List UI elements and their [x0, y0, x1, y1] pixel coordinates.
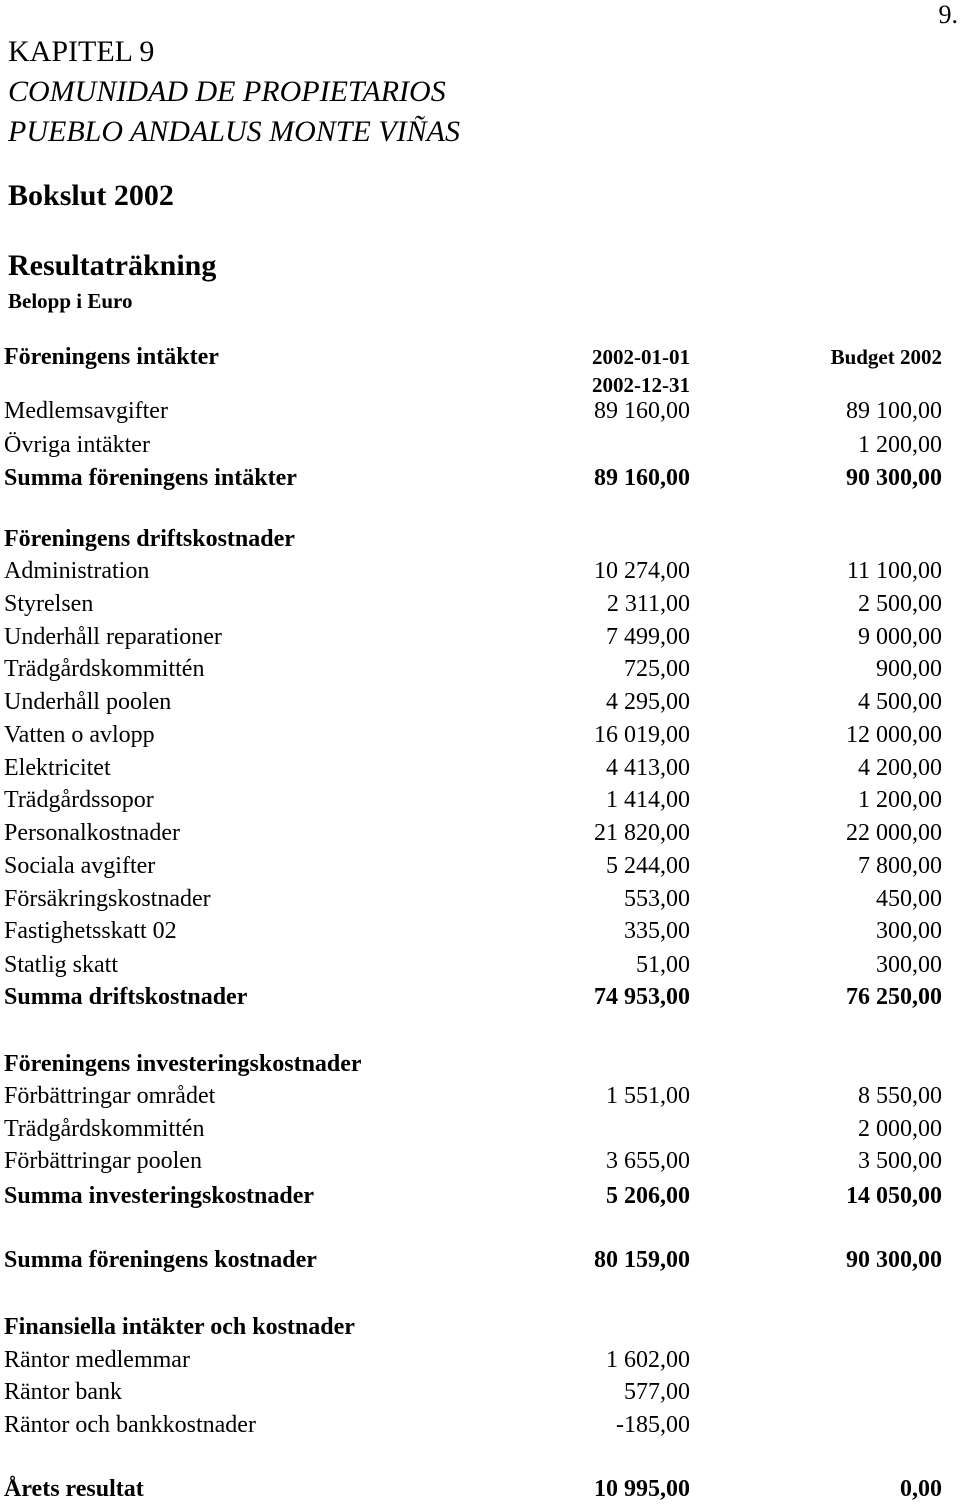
- table-row: [0, 1409, 960, 1441]
- page-number: 9.: [938, 0, 958, 29]
- table-row: [0, 949, 960, 981]
- table-row: [0, 429, 960, 461]
- period-header-start: 2002-01-01: [592, 345, 690, 369]
- row-label: Underhåll reparationer: [4, 624, 222, 650]
- row-label: Summa föreningens intäkter: [4, 465, 297, 491]
- row-label: Personalkostnader: [4, 820, 180, 846]
- currency-note: Belopp i Euro: [8, 289, 133, 313]
- actual-value: 5 206,00: [606, 1183, 690, 1209]
- table-row: [0, 1145, 960, 1177]
- budget-header: Budget 2002: [830, 345, 942, 369]
- row-label: Räntor och bankkostnader: [4, 1412, 256, 1438]
- budget-value: 300,00: [876, 918, 942, 944]
- table-row: [0, 555, 960, 587]
- budget-value: 2 500,00: [858, 591, 942, 617]
- budget-value: 14 050,00: [846, 1183, 942, 1209]
- table-row: [0, 719, 960, 751]
- budget-value: 3 500,00: [858, 1148, 942, 1174]
- row-label: Medlemsavgifter: [4, 398, 168, 424]
- row-label: Administration: [4, 558, 150, 584]
- section-heading-financial: [0, 1311, 960, 1343]
- actual-value: 4 413,00: [606, 755, 690, 781]
- actual-value: 1 551,00: [606, 1083, 690, 1109]
- actual-value: 89 160,00: [594, 398, 690, 424]
- section-heading-investments: [0, 1048, 960, 1080]
- budget-value: 11 100,00: [846, 558, 942, 584]
- budget-value: 76 250,00: [846, 984, 942, 1010]
- actual-value: 3 655,00: [606, 1148, 690, 1174]
- row-label: Elektricitet: [4, 755, 111, 781]
- budget-value: 9 000,00: [858, 624, 942, 650]
- row-label: Styrelsen: [4, 591, 94, 617]
- chapter-title: KAPITEL 9: [8, 35, 155, 68]
- row-label: Trädgårdssopor: [4, 787, 154, 813]
- budget-value: 300,00: [876, 952, 942, 978]
- row-label: Summa investeringskostnader: [4, 1183, 315, 1209]
- row-label: Vatten o avlopp: [4, 722, 155, 748]
- actual-value: 7 499,00: [606, 624, 690, 650]
- row-label: Övriga intäkter: [4, 432, 150, 458]
- actual-value: 1 602,00: [606, 1347, 690, 1373]
- row-label: Förbättringar poolen: [4, 1148, 202, 1174]
- report-heading: Bokslut 2002: [8, 179, 174, 212]
- table-row: [0, 621, 960, 653]
- actual-value: 335,00: [624, 918, 690, 944]
- budget-value: 90 300,00: [846, 465, 942, 491]
- table-row: [0, 653, 960, 685]
- row-label: Trädgårdskommittén: [4, 656, 205, 682]
- total-costs-row: [0, 1244, 960, 1276]
- row-label: Fastighetsskatt 02: [4, 918, 177, 944]
- document-header: [8, 32, 460, 152]
- budget-value: 1 200,00: [858, 432, 942, 458]
- table-row: [0, 395, 960, 427]
- actual-value: 5 244,00: [606, 853, 690, 879]
- table-row: [0, 883, 960, 915]
- actual-value: 89 160,00: [594, 465, 690, 491]
- actual-value: 51,00: [636, 952, 690, 978]
- budget-value: 89 100,00: [846, 398, 942, 424]
- row-label: Räntor bank: [4, 1379, 122, 1405]
- actual-value: 21 820,00: [594, 820, 690, 846]
- table-row: [0, 752, 960, 784]
- actual-value: 4 295,00: [606, 689, 690, 715]
- row-label: Föreningens driftskostnader: [4, 526, 295, 552]
- table-row: [0, 784, 960, 816]
- table-row: [0, 686, 960, 718]
- budget-value: 90 300,00: [846, 1247, 942, 1273]
- actual-value: 10 995,00: [594, 1476, 690, 1502]
- budget-value: 22 000,00: [846, 820, 942, 846]
- actual-value: 553,00: [624, 886, 690, 912]
- budget-value: 0,00: [900, 1476, 942, 1502]
- budget-value: 7 800,00: [858, 853, 942, 879]
- actual-value: 577,00: [624, 1379, 690, 1405]
- actual-value: 2 311,00: [606, 591, 690, 617]
- row-label: Sociala avgifter: [4, 853, 156, 879]
- organization-location: PUEBLO ANDALUS MONTE VIÑAS: [8, 115, 460, 148]
- row-label: Räntor medlemmar: [4, 1347, 190, 1373]
- statement-title: Resultaträkning: [8, 249, 217, 282]
- section-heading-income: [0, 341, 960, 373]
- table-row: [0, 1080, 960, 1112]
- period-header-end: 2002-12-31: [592, 373, 690, 397]
- budget-value: 4 500,00: [858, 689, 942, 715]
- row-label: Summa föreningens kostnader: [4, 1247, 317, 1273]
- budget-value: 450,00: [876, 886, 942, 912]
- row-label: Föreningens intäkter: [4, 344, 219, 370]
- row-label: Förbättringar området: [4, 1083, 216, 1109]
- row-label: Summa driftskostnader: [4, 984, 248, 1010]
- row-label: Trädgårdskommittén: [4, 1116, 205, 1142]
- budget-value: 12 000,00: [846, 722, 942, 748]
- actual-value: 74 953,00: [594, 984, 690, 1010]
- row-label: Föreningens investeringskostnader: [4, 1051, 362, 1077]
- table-row: [0, 1344, 960, 1376]
- subtotal-row: [0, 981, 960, 1013]
- table-row: [0, 1113, 960, 1145]
- actual-value: 80 159,00: [594, 1247, 690, 1273]
- budget-value: 2 000,00: [858, 1116, 942, 1142]
- row-label: Underhåll poolen: [4, 689, 172, 715]
- subtotal-row: [0, 462, 960, 494]
- row-label: Finansiella intäkter och kostnader: [4, 1314, 355, 1340]
- actual-value: 725,00: [624, 656, 690, 682]
- actual-value: 10 274,00: [594, 558, 690, 584]
- budget-value: 1 200,00: [858, 787, 942, 813]
- table-row: [0, 588, 960, 620]
- section-heading-operating: [0, 523, 960, 555]
- row-label: Försäkringskostnader: [4, 886, 211, 912]
- table-row: [0, 1376, 960, 1408]
- table-row: [0, 915, 960, 947]
- row-label: Årets resultat: [4, 1476, 144, 1502]
- table-row: [0, 817, 960, 849]
- budget-value: 900,00: [876, 656, 942, 682]
- table-row: [0, 850, 960, 882]
- budget-value: 4 200,00: [858, 755, 942, 781]
- actual-value: 1 414,00: [606, 787, 690, 813]
- result-row: [0, 1473, 960, 1505]
- row-label: Statlig skatt: [4, 952, 118, 978]
- actual-value: 16 019,00: [594, 722, 690, 748]
- subtotal-row: [0, 1180, 960, 1212]
- organization-name: COMUNIDAD DE PROPIETARIOS: [8, 75, 446, 108]
- actual-value: -185,00: [616, 1412, 690, 1438]
- budget-value: 8 550,00: [858, 1083, 942, 1109]
